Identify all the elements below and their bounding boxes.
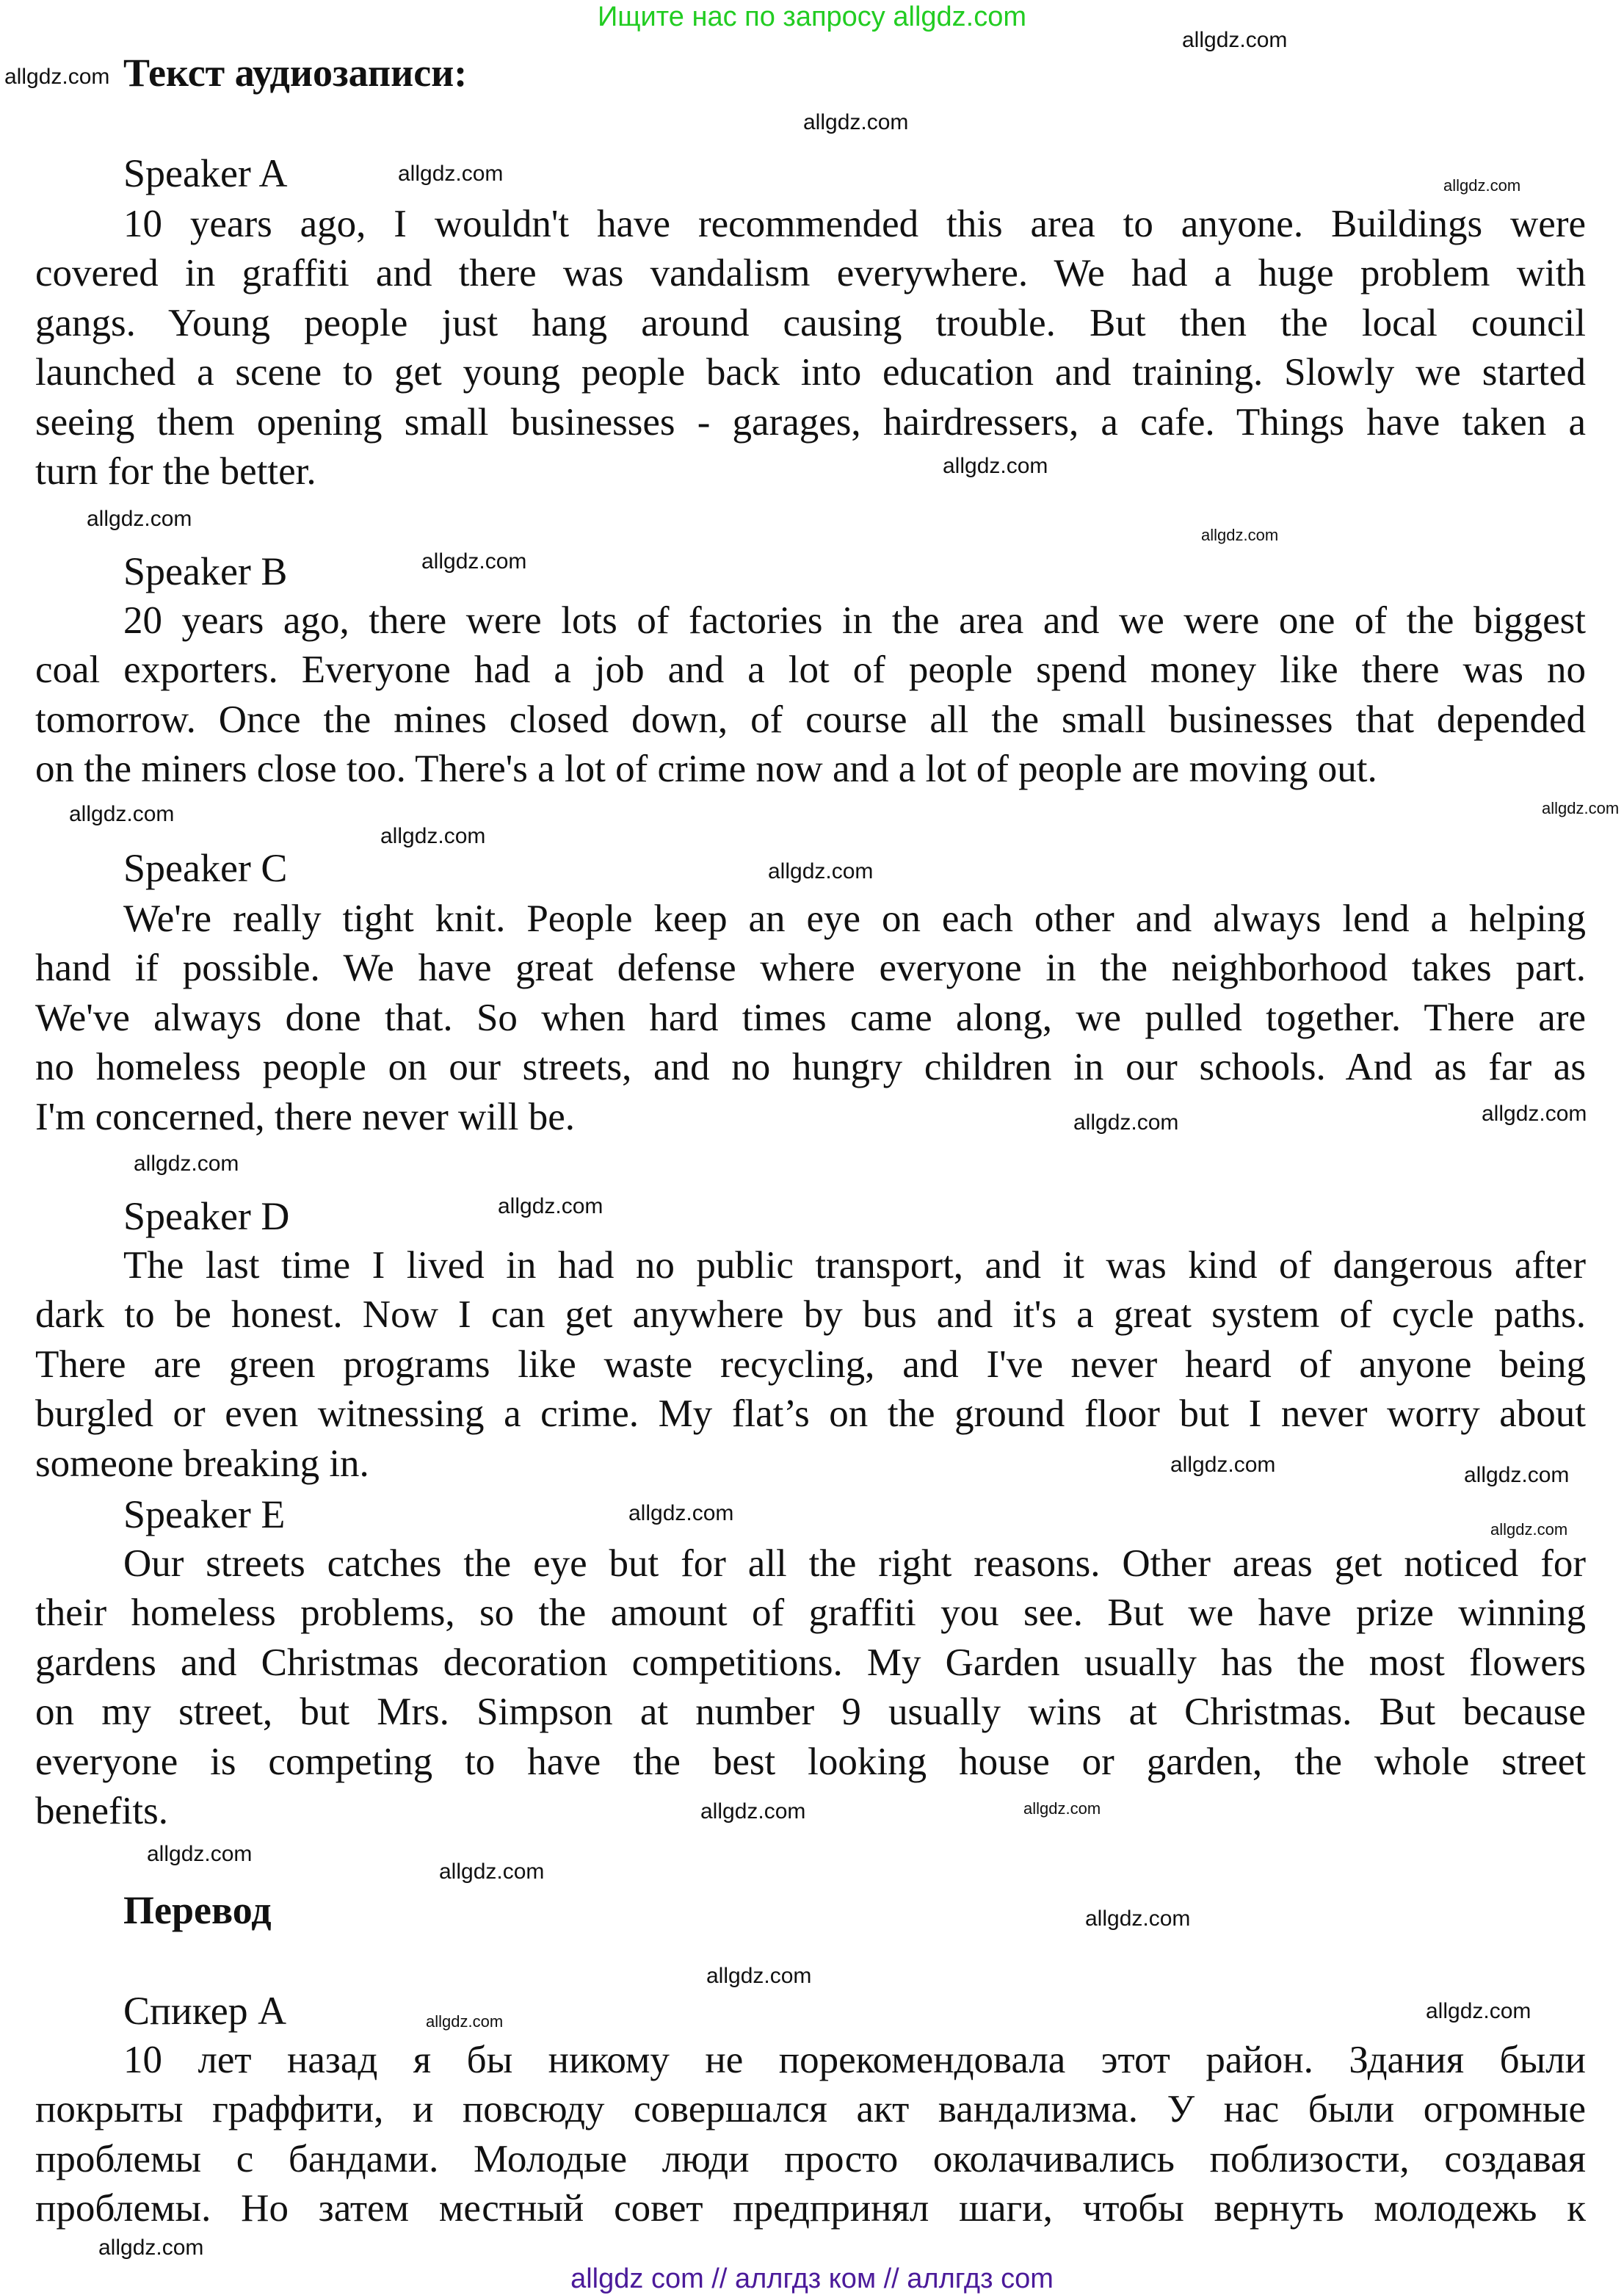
watermark-text: allgdz.com — [87, 507, 192, 531]
watermark-text: allgdz.com — [1023, 1799, 1101, 1818]
paragraph-line: Our streets catches the eye but for all the right reasons. Other areas get noticed for — [123, 1542, 1586, 1585]
paragraph-line: benefits. — [35, 1789, 169, 1832]
watermark-text: allgdz.com — [69, 802, 175, 826]
paragraph-line: gardens and Christmas decoration competitions. My Garden usually has the most flowers — [35, 1641, 1586, 1684]
watermark-text: allgdz.com — [1464, 1463, 1570, 1487]
watermark-text: allgdz.com — [439, 1860, 545, 1884]
paragraph-line: We've always done that. So when hard times came along, we pulled together. There are — [35, 996, 1586, 1039]
paragraph-line: launched a scene to get young people back into education and training. Slowly we started — [35, 351, 1586, 394]
watermark-text: allgdz.com — [1542, 799, 1620, 817]
watermark-text: allgdz.com — [498, 1194, 603, 1218]
watermark-text: allgdz.com — [1201, 526, 1279, 544]
speaker-label: Speaker E — [123, 1492, 286, 1536]
watermark-text: allgdz.com — [1482, 1102, 1587, 1126]
watermark-text: allgdz.com — [147, 1842, 253, 1866]
watermark-text: allgdz.com — [1443, 176, 1521, 195]
paragraph-line: 10 лет назад я бы никому не порекомендовала этот район. Здания были — [123, 2039, 1586, 2081]
speaker-label: Speaker C — [123, 846, 288, 890]
paragraph-line: tomorrow. Once the mines closed down, of course all the small businesses that depended — [35, 698, 1586, 741]
translation-title: Перевод — [123, 1888, 272, 1932]
watermark-text: allgdz.com — [1490, 1520, 1568, 1539]
search-banner: Ищите нас по запросу allgdz.com — [597, 1, 1026, 32]
paragraph-line: coal exporters. Everyone had a job and a lot of people spend money like there was no — [35, 648, 1586, 692]
paragraph-line: gangs. Young people just hang around causing trouble. But then the local council — [35, 301, 1586, 344]
watermark-text: allgdz.com — [803, 110, 909, 134]
speaker-paragraph — [35, 1241, 1586, 1489]
watermark-text: allgdz.com — [426, 2012, 504, 2031]
speaker-paragraph — [35, 200, 1586, 496]
watermark-text: allgdz.com — [768, 859, 874, 883]
watermark-text: allgdz.com — [1085, 1907, 1191, 1931]
paragraph-line: покрыты граффити, и повсюду совершался акт вандализма. У нас были огромные — [35, 2088, 1586, 2131]
watermark-text: allgdz.com — [706, 1964, 812, 1988]
paragraph-line: We're really tight knit. People keep an eye on each other and always lend a helping — [123, 897, 1586, 940]
paragraph-line: проблемы с бандами. Молодые люди просто околачивались поблизости, создавая — [35, 2137, 1586, 2180]
speaker-label: Спикер А — [123, 1989, 287, 2033]
paragraph-line: hand if possible. We have great defense where everyone in the neighborhood takes part. — [35, 947, 1586, 990]
paragraph-line: I'm concerned, there never will be. — [35, 1095, 576, 1138]
watermark-text: allgdz.com — [380, 824, 486, 848]
paragraph-line: their homeless problems, so the amount of graffiti you see. But we have prize winning — [35, 1591, 1586, 1635]
watermark-text: allgdz.com — [1073, 1110, 1179, 1135]
paragraph-line: The last time I lived in had no public transport, and it was kind of dangerous after — [123, 1244, 1586, 1287]
footer-watermark: allgdz com // аллгдз ком // аллгдз com — [570, 2263, 1054, 2294]
paragraph-line: There are green programs like waste recycling, and I've never heard of anyone being — [35, 1342, 1586, 1386]
paragraph-line: burgled or even witnessing a crime. My flat’s on the ground floor but I never worry about — [35, 1392, 1586, 1436]
paragraph-line: dark to be honest. Now I can get anywhere by bus and it's a great system of cycle paths. — [35, 1293, 1586, 1337]
page-title: Текст аудиозаписи: — [123, 51, 468, 95]
speaker-label: Speaker A — [123, 151, 288, 195]
paragraph-line: no homeless people on our streets, and no hungry children in our schools. And as far as — [35, 1046, 1586, 1089]
paragraph-line: 20 years ago, there were lots of factories in the area and we were one of the biggest — [123, 599, 1586, 642]
watermark-text: allgdz.com — [1170, 1453, 1276, 1477]
watermark-text: allgdz.com — [1182, 28, 1288, 52]
paragraph-line: проблемы. Но затем местный совет предпринял шаги, чтобы вернуть молодежь к — [35, 2187, 1586, 2230]
speaker-paragraph — [35, 596, 1586, 795]
watermark-text: allgdz.com — [4, 65, 110, 89]
paragraph-line: turn for the better. — [35, 449, 316, 493]
paragraph-line: covered in graffiti and there was vandalism everywhere. We had a huge problem with — [35, 252, 1586, 295]
paragraph-line: someone breaking in. — [35, 1442, 369, 1485]
paragraph-line: 10 years ago, I wouldn't have recommended this area to anyone. Buildings were — [123, 203, 1586, 245]
watermark-text: allgdz.com — [398, 162, 504, 186]
watermark-text: allgdz.com — [628, 1501, 734, 1525]
speaker-paragraph — [35, 894, 1586, 1142]
paragraph-line: on the miners close too. There's a lot of crime now and a lot of people are moving out. — [35, 748, 1377, 791]
paragraph-line: everyone is competing to have the best looking house or garden, the whole street — [35, 1740, 1586, 1783]
watermark-text: allgdz.com — [421, 549, 527, 574]
paragraph-line: on my street, but Mrs. Simpson at number 9 usually wins at Christmas. But because — [35, 1691, 1586, 1734]
speaker-label: Speaker D — [123, 1194, 290, 1238]
paragraph-line: seeing them opening small businesses - garages, hairdressers, a cafe. Things have taken a — [35, 400, 1586, 444]
watermark-text: allgdz.com — [134, 1152, 239, 1176]
speaker-paragraph — [35, 1539, 1586, 1836]
watermark-text: allgdz.com — [98, 2236, 204, 2260]
watermark-text: allgdz.com — [1426, 1999, 1531, 2023]
speaker-paragraph — [35, 2036, 1586, 2234]
watermark-text: allgdz.com — [943, 454, 1048, 478]
speaker-label: Speaker B — [123, 549, 288, 593]
watermark-text: allgdz.com — [700, 1799, 806, 1824]
